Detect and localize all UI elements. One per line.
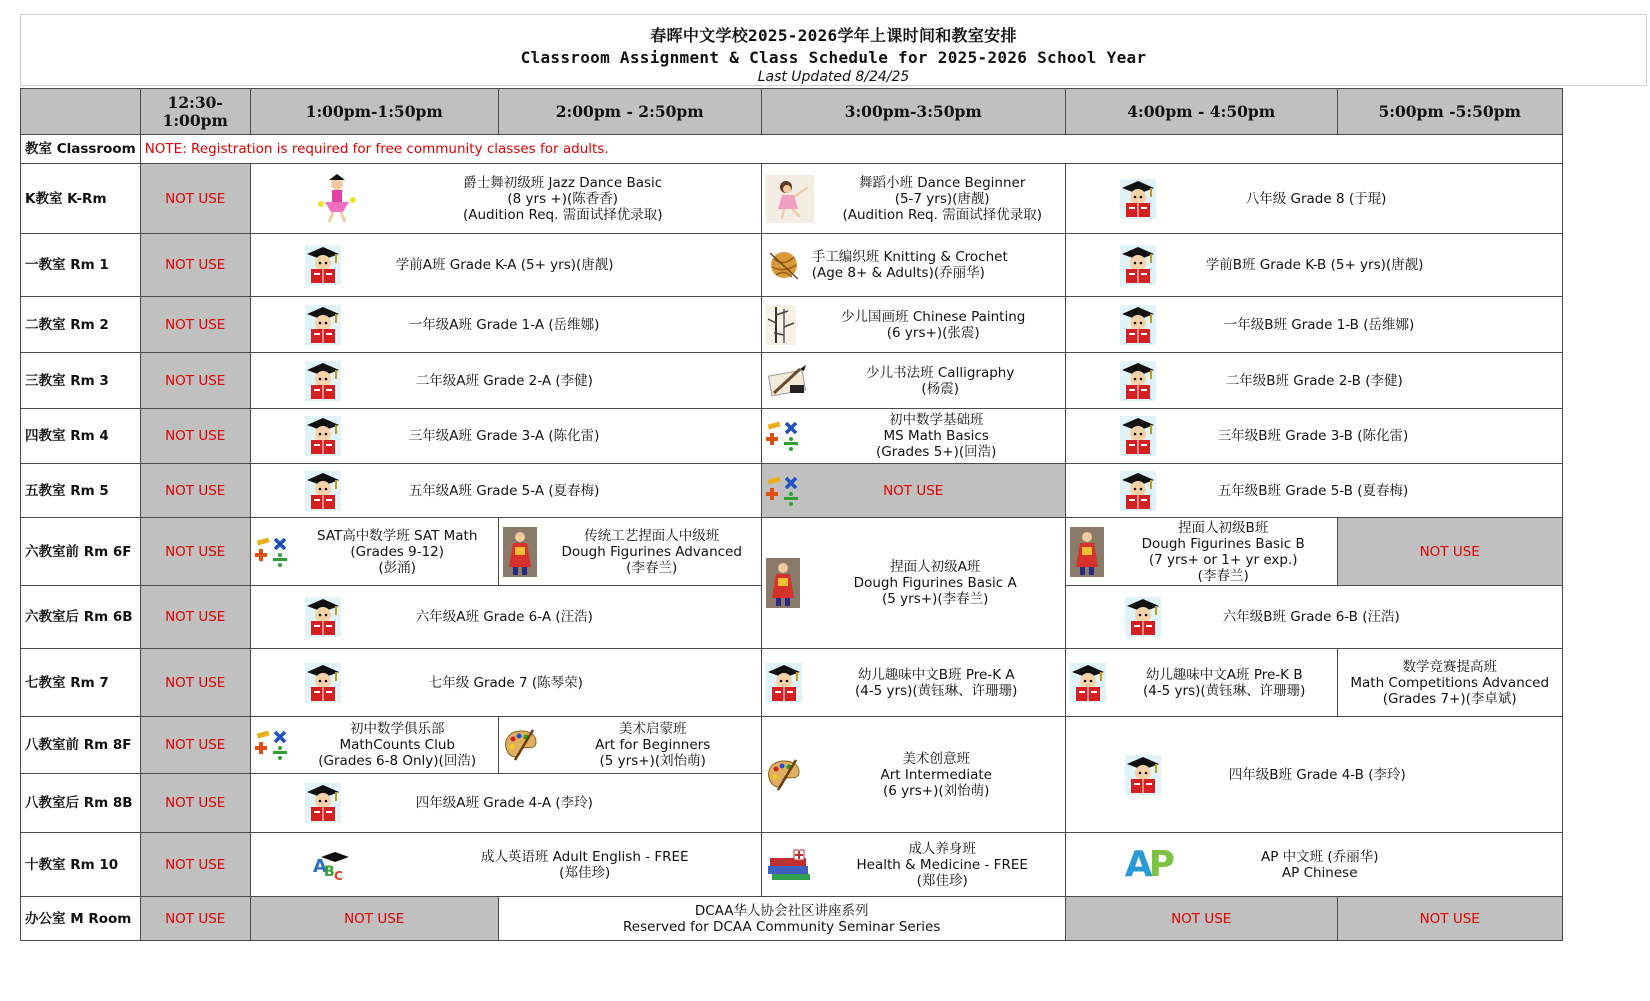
class-cell: [250, 833, 761, 897]
not-use-cell: NOT USE: [140, 409, 250, 464]
class-text: 成人英语班 Adult English - FREE (郑佳珍): [480, 848, 689, 881]
student-reading-icon: [1125, 597, 1161, 637]
time-slot-400: 4:00pm - 4:50pm: [1065, 89, 1337, 135]
class-cell: [1065, 717, 1562, 833]
room-label: 六教室后 Rm 6B: [21, 586, 141, 649]
class-text: 美术启蒙班 Art for Beginners (5 yrs+)(刘怡萌): [595, 721, 711, 769]
room-row-5: [21, 464, 1563, 518]
room-row-8f: [21, 717, 1563, 774]
class-cell: [250, 353, 761, 409]
student-reading-icon: [305, 361, 341, 401]
time-slot-200: 2:00pm - 2:50pm: [498, 89, 761, 135]
class-cell: [1065, 833, 1562, 897]
room-label: 五教室 Rm 5: [21, 464, 141, 518]
class-text: 二年级A班 Grade 2-A (李健): [415, 372, 593, 389]
not-use-cell: NOT USE: [140, 833, 250, 897]
class-cell: [250, 409, 761, 464]
class-cell: [1065, 409, 1562, 464]
room-label: 三教室 Rm 3: [21, 353, 141, 409]
schedule-table: [20, 88, 1563, 941]
class-text: 美术创意班 Art Intermediate (6 yrs+)(刘怡萌): [880, 750, 992, 799]
student-reading-icon: [305, 597, 341, 637]
class-text: 五年级A班 Grade 5-A (夏春梅): [408, 482, 600, 499]
class-text: 一年级B班 Grade 1-B (岳维娜): [1223, 316, 1415, 333]
class-cell: [1065, 297, 1562, 353]
room-label: 八教室前 Rm 8F: [21, 717, 141, 774]
class-cell: [1065, 353, 1562, 409]
student-reading-icon: [1120, 416, 1156, 456]
class-cell: [761, 518, 1065, 649]
not-use-cell: NOT USE: [140, 297, 250, 353]
class-text: 幼儿趣味中文A班 Pre-K B (4-5 yrs)(黄钰琳、许珊珊): [1142, 666, 1306, 699]
class-cell: [250, 297, 761, 353]
class-cell: [1065, 234, 1562, 297]
not-use-text: NOT USE: [883, 482, 944, 499]
student-reading-icon: [1120, 471, 1156, 511]
svg-text:B: B: [323, 863, 335, 880]
class-text: 少儿国画班 Chinese Painting (6 yrs+)(张震): [841, 308, 1026, 341]
student-reading-icon: [305, 663, 341, 703]
class-cell: [498, 518, 761, 586]
class-text: 少儿书法班 Calligraphy (杨震): [866, 364, 1015, 397]
room-row-4: [21, 409, 1563, 464]
title-chinese: 春晖中文学校2025-2026学年上课时间和教室安排: [650, 26, 1017, 45]
art-palette-icon: [503, 728, 539, 762]
room-label: K教室 K-Rm: [21, 164, 141, 234]
class-cell: [250, 518, 498, 586]
class-text: 五年级B班 Grade 5-B (夏春梅): [1217, 482, 1409, 499]
room-row-k: [21, 164, 1563, 234]
not-use-cell: NOT USE: [1065, 897, 1337, 941]
class-text: 八年级 Grade 8 (于琨): [1245, 190, 1387, 207]
not-use-cell: NOT USE: [140, 164, 250, 234]
student-reading-icon: [305, 471, 341, 511]
not-use-cell: NOT USE: [140, 234, 250, 297]
class-cell: [761, 717, 1065, 833]
room-label: 七教室 Rm 7: [21, 649, 141, 717]
calligraphy-brush-icon: [766, 363, 810, 399]
dance-beginner-icon: [766, 175, 814, 223]
registration-note: NOTE: Registration is required for free community classes for adults.: [140, 135, 1562, 164]
time-header-row: [21, 89, 1563, 135]
not-use-cell: NOT USE: [140, 717, 250, 774]
student-reading-icon: [305, 783, 341, 823]
class-text: 六年级B班 Grade 6-B (汪浩): [1222, 609, 1400, 625]
student-reading-icon: [1070, 663, 1106, 703]
math-symbols-icon: [255, 728, 291, 762]
room-row-10: [21, 833, 1563, 897]
class-cell: [1065, 518, 1337, 586]
room-row-6f: [21, 518, 1563, 586]
class-text: 学前A班 Grade K-A (5+ yrs)(唐靓): [395, 257, 614, 273]
room-label: 十教室 Rm 10: [21, 833, 141, 897]
not-use-cell: NOT USE: [250, 897, 498, 941]
note-row: [21, 135, 1563, 164]
not-use-cell: NOT USE: [1337, 897, 1562, 941]
not-use-cell: NOT USE: [140, 518, 250, 586]
time-slot-100: 1:00pm-1:50pm: [250, 89, 498, 135]
class-cell: [761, 833, 1065, 897]
room-row-7: [21, 649, 1563, 717]
class-cell: [1065, 464, 1562, 518]
class-cell: [250, 464, 761, 518]
not-use-cell: NOT USE: [140, 353, 250, 409]
class-cell: [498, 717, 761, 774]
student-reading-icon: [1120, 245, 1156, 285]
room-label: 一教室 Rm 1: [21, 234, 141, 297]
student-reading-icon: [1120, 305, 1156, 345]
not-use-cell: NOT USE: [140, 586, 250, 649]
not-use-cell: [761, 464, 1065, 518]
dough-figurine-icon: [503, 527, 537, 577]
svg-text:A: A: [312, 855, 327, 877]
ap-logo-icon: AP: [1124, 843, 1171, 885]
room-row-2: [21, 297, 1563, 353]
class-cell: [761, 297, 1065, 353]
class-cell: 数学竞赛提高班 Math Competitions Advanced (Grades 7+)(李卓斌): [1337, 649, 1562, 717]
class-text: 舞蹈小班 Dance Beginner (5-7 yrs)(唐靓) (Audition Req. 需面试择优录取): [842, 174, 1042, 223]
math-symbols-icon: [766, 419, 802, 453]
abc-english-icon: [313, 848, 353, 882]
class-text: 捏面人初级A班 Dough Figurines Basic A (5 yrs+)(李春兰): [853, 559, 1017, 607]
not-use-cell: NOT USE: [1337, 518, 1562, 586]
class-text: 捏面人初级B班 Dough Figurines Basic B (7 yrs+ or 1+ yr exp.) (李春兰): [1141, 519, 1305, 584]
class-cell: DCAA华人协会社区讲座系列 Reserved for DCAA Community Seminar Series: [498, 897, 1065, 941]
class-text: 幼儿趣味中文B班 Pre-K A (4-5 yrs)(黄钰琳、许珊珊): [854, 666, 1018, 699]
student-reading-icon: [305, 245, 341, 285]
class-text: 学前B班 Grade K-B (5+ yrs)(唐靓): [1205, 257, 1424, 273]
class-cell: [761, 353, 1065, 409]
room-label: 八教室后 Rm 8B: [21, 774, 141, 833]
class-cell: [761, 649, 1065, 717]
svg-text:C: C: [333, 868, 343, 882]
room-row-1: [21, 234, 1563, 297]
not-use-cell: NOT USE: [140, 464, 250, 518]
class-text: 初中数学基础班 MS Math Basics (Grades 5+)(回浩): [875, 412, 997, 460]
class-text: 七年级 Grade 7 (陈琴荣): [428, 674, 583, 691]
time-slot-1230: 12:30- 1:00pm: [140, 89, 250, 135]
class-text: AP 中文班 (乔丽华) AP Chinese: [1260, 848, 1379, 881]
not-use-cell: NOT USE: [140, 774, 250, 833]
class-cell: [250, 774, 761, 833]
medicine-books-icon: [766, 848, 814, 882]
class-text: 六年级A班 Grade 6-A (汪浩): [415, 609, 593, 625]
student-reading-icon: [1120, 179, 1156, 219]
math-symbols-icon: [255, 535, 291, 569]
not-use-cell: NOT USE: [140, 649, 250, 717]
class-cell: [250, 717, 498, 774]
math-symbols-icon: [766, 474, 802, 508]
room-label: 二教室 Rm 2: [21, 297, 141, 353]
class-text: 三年级A班 Grade 3-A (陈化雷): [408, 428, 600, 444]
yarn-ball-icon: [766, 247, 802, 283]
class-text: 三年级B班 Grade 3-B (陈化雷): [1217, 428, 1409, 444]
room-label: 四教室 Rm 4: [21, 409, 141, 464]
bamboo-painting-icon: [766, 305, 796, 345]
student-reading-icon: [305, 416, 341, 456]
class-cell: [1065, 164, 1562, 234]
student-reading-icon: [1125, 755, 1161, 795]
class-cell: [1065, 649, 1337, 717]
class-cell: [250, 164, 761, 234]
schedule-header: [20, 14, 1647, 86]
title-english: Classroom Assignment & Class Schedule for 2025-2026 School Year: [520, 48, 1147, 67]
class-text: 二年级B班 Grade 2-B (李健): [1225, 372, 1403, 389]
class-text: 成人养身班 Health & Medicine - FREE (郑佳珍): [856, 840, 1028, 889]
art-palette-icon: [766, 758, 802, 792]
dough-figurine-icon: [766, 558, 800, 608]
not-use-cell: NOT USE: [140, 897, 250, 941]
class-cell: [761, 234, 1065, 297]
class-text: 一年级A班 Grade 1-A (岳维娜): [408, 316, 600, 333]
class-text: SAT高中数学班 SAT Math (Grades 9-12) (彭涌): [317, 527, 478, 576]
corner-cell: [21, 89, 141, 135]
class-cell: [250, 234, 761, 297]
last-updated: Last Updated 8/24/25: [757, 69, 910, 85]
student-reading-icon: [766, 663, 802, 703]
class-text: 四年级A班 Grade 4-A (李玲): [415, 795, 593, 811]
class-text: 手工编织班 Knitting & Crochet (Age 8+ & Adults)(乔丽华): [811, 249, 1008, 281]
dancer-icon: [315, 174, 359, 224]
class-cell: [761, 164, 1065, 234]
room-label: 办公室 M Room: [21, 897, 141, 941]
room-row-m: [21, 897, 1563, 941]
class-cell: [250, 649, 761, 717]
class-text: 初中数学俱乐部 MathCounts Club (Grades 6-8 Only)(回浩): [318, 721, 477, 769]
class-text: 传统工艺捏面人中级班 Dough Figurines Advanced (李春兰): [561, 527, 742, 576]
time-slot-500: 5:00pm -5:50pm: [1337, 89, 1562, 135]
room-label-classroom: 教室 Classroom: [21, 135, 141, 164]
dough-figurine-icon: [1070, 527, 1104, 577]
room-row-3: [21, 353, 1563, 409]
room-label: 六教室前 Rm 6F: [21, 518, 141, 586]
time-slot-300: 3:00pm-3:50pm: [761, 89, 1065, 135]
student-reading-icon: [305, 305, 341, 345]
class-cell: [1065, 586, 1562, 649]
class-cell: [250, 586, 761, 649]
class-text: 爵士舞初级班 Jazz Dance Basic (8 yrs +)(陈香香) (Audition Req. 需面试择优录取): [462, 174, 663, 223]
class-cell: [761, 409, 1065, 464]
class-text: 四年级B班 Grade 4-B (李玲): [1228, 766, 1406, 783]
student-reading-icon: [1120, 361, 1156, 401]
